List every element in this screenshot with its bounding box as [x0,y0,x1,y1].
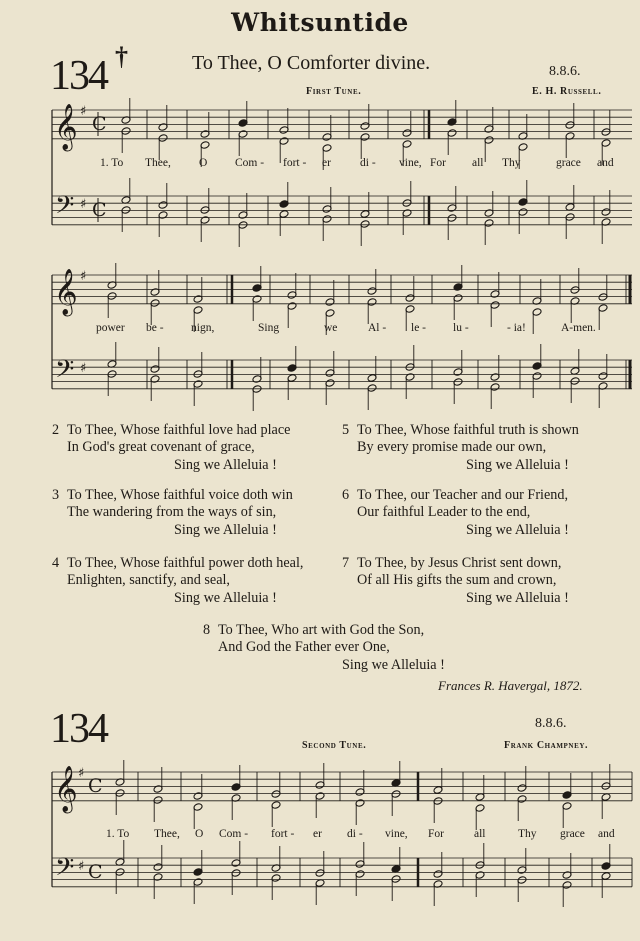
meter-second: 8.8.6. [535,716,567,731]
lyric-syllable: vine, [385,828,408,840]
bass-clef-icon: 𝄢 [55,853,75,888]
lyric-syllable: di - [347,828,363,840]
lyric-syllable: be - [146,322,164,334]
lyric-syllable: Thy [518,828,537,840]
lyric-syllable: all [472,157,484,169]
sharp-icon: ♯ [78,766,85,781]
treble-clef-icon: 𝄞 [54,766,78,812]
verse-line: To Thee, our Teacher and our Friend, [357,487,569,503]
lyric-syllable: 1. To [106,828,130,840]
verse-refrain: Sing we Alleluia ! [174,456,277,473]
lyric-syllable: Sing [258,322,280,334]
verse-line: Enlighten, sanctify, and seal, [67,572,230,589]
lyric-syllable: A-men. [561,322,596,334]
author-name: Frances R. Havergal, [438,678,551,693]
lyric-syllable: Com - [219,828,249,840]
common-time-icon: C [92,199,107,221]
verse-number: 8 [203,622,211,638]
hymn-title: To Thee, O Comforter divine. [192,52,431,74]
lyric-syllable: grace [560,828,585,840]
verse-line: To Thee, Whose faithful power doth heal, [67,555,304,571]
verse-number: 7 [342,555,350,571]
sharp-icon: ♯ [78,859,85,874]
sharp-icon: ♯ [80,269,87,284]
treble-clef-icon: 𝄞 [54,269,78,315]
verse-line: By every promise made our own, [357,439,547,456]
composer-second: Frank Champney. [504,740,589,751]
verse-line: In God's great covenant of grace, [67,439,255,456]
verse-number: 5 [342,422,350,438]
verse-refrain: Sing we Alleluia ! [174,589,277,606]
bass-clef-icon: 𝄢 [55,355,75,390]
verse-line: To Thee, Who art with God the Son, [218,622,425,638]
verse-line: Of all His gifts the sum and crown, [357,572,557,589]
lyric-syllable: lu - [453,322,469,334]
sharp-icon: ♯ [80,104,87,119]
tune-label: First Tune. [306,86,362,97]
lyric-syllable: and [598,828,615,840]
lyric-syllable: er [313,828,322,840]
author-credit [438,678,583,694]
verse-line: Our faithful Leader to the end, [357,504,531,521]
verse-refrain: Sing we Alleluia ! [174,521,277,538]
verse-refrain: Sing we Alleluia ! [466,521,569,538]
verse-line: To Thee, Whose faithful truth is shown [357,422,579,438]
lyric-syllable: fort - [271,828,295,840]
sharp-icon: ♯ [80,197,87,212]
lyric-syllable: 1. To [100,157,124,169]
sharp-icon: ♯ [80,361,87,376]
lyric-syllable: Al - [368,322,387,334]
verse-number: 4 [52,555,60,571]
meter: 8.8.6. [549,64,581,79]
dagger-mark: † [115,42,128,71]
season-heading: Whitsuntide [231,8,409,37]
lyric-syllable: le - [411,322,427,334]
lyric-syllable: di - [360,157,376,169]
lyric-syllable: O [199,157,208,169]
lyric-syllable: Thy [502,157,521,169]
author-year: 1872. [553,678,583,693]
verse-refrain: Sing we Alleluia ! [342,656,445,673]
verse-number: 3 [52,487,60,503]
lyric-syllable: For [430,157,446,169]
lyric-syllable: Thee, [154,828,180,840]
lyric-syllable: we [324,322,338,334]
common-time-icon: C [92,113,107,135]
composer: E. H. Russell. [532,86,602,97]
lyric-syllable: - ia! [507,322,526,334]
common-time-icon: C [88,775,103,797]
verse-line: To Thee, by Jesus Christ sent down, [357,555,562,571]
verse-refrain: Sing we Alleluia ! [466,456,569,473]
verse-line: And God the Father ever One, [218,639,390,656]
tune-label-second: Second Tune. [302,740,367,751]
lyric-syllable: nign, [191,322,215,334]
treble-clef-icon: 𝄞 [54,104,78,150]
lyric-syllable: all [474,828,486,840]
lyric-syllable: Com - [235,157,265,169]
lyric-syllable: fort - [283,157,307,169]
common-time-icon: C [88,861,103,883]
lyric-syllable: For [428,828,444,840]
bass-clef-icon: 𝄢 [55,191,75,226]
verse-line: To Thee, Whose faithful love had place [67,422,291,438]
lyric-syllable: O [195,828,204,840]
lyric-syllable: power [96,322,125,334]
lyric-syllable: and [597,157,614,169]
lyric-syllable: vine, [399,157,422,169]
verse-number: 2 [52,422,60,438]
verse-line: To Thee, Whose faithful voice doth win [67,487,293,503]
hymn-number: 134 [50,53,107,99]
verse-refrain: Sing we Alleluia ! [466,589,569,606]
lyric-syllable: er [322,157,331,169]
lyric-syllable: grace [556,157,581,169]
hymn-number-second: 134 [50,706,107,752]
verse-number: 6 [342,487,350,503]
verse-line: The wandering from the ways of sin, [67,504,277,521]
lyric-syllable: Thee, [145,157,171,169]
